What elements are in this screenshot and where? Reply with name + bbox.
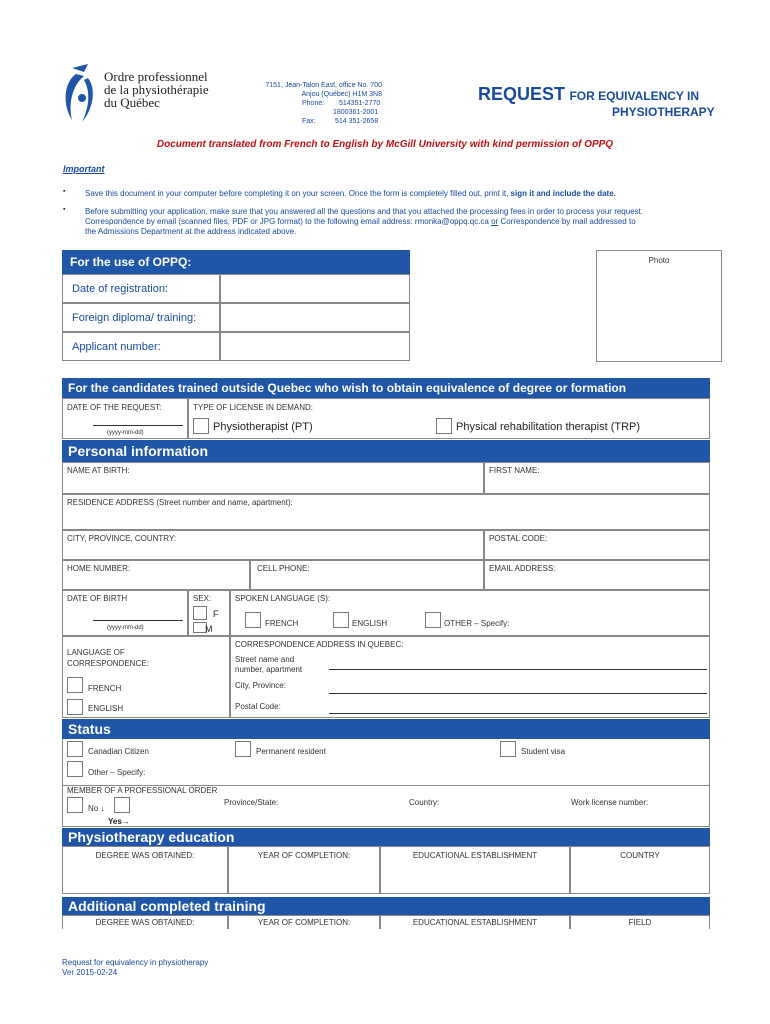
photo-box[interactable] — [596, 250, 722, 362]
physio-col-degree[interactable] — [62, 846, 228, 894]
foreign-diploma-field[interactable] — [220, 303, 410, 332]
spoken-french-label: FRENCH — [265, 619, 299, 628]
dob-format: (yyyy-mm-dd) — [107, 625, 144, 631]
correspondence-language-label — [67, 647, 149, 669]
phone-number-1: 514351-2770 — [339, 100, 381, 107]
oppq-header: For the use of OPPQ: — [62, 250, 410, 274]
order-yes-checkbox[interactable] — [114, 797, 130, 813]
address-line2: Anjou (Québec) H1M 3N8 — [301, 91, 382, 98]
pt-checkbox[interactable] — [193, 418, 209, 434]
dob-label: DATE OF BIRTH — [67, 594, 128, 603]
street-field[interactable] — [329, 669, 707, 670]
spoken-french-checkbox[interactable] — [245, 612, 261, 628]
email-label: EMAIL ADDRESS: — [489, 564, 556, 573]
pt-label: Physiotherapist (PT) — [213, 421, 313, 433]
corr-english-checkbox[interactable] — [67, 699, 83, 715]
bullet-2-line3: the Admissions Department at the address indicated above. — [85, 227, 297, 236]
other-status-label: Other – Specify: — [88, 768, 146, 777]
corr-postal-label: Postal Code: — [235, 702, 281, 711]
date-registration-label-cell — [62, 274, 220, 303]
photo-label: Photo — [648, 256, 670, 265]
trp-checkbox[interactable] — [436, 418, 452, 434]
spoken-english-label: ENGLISH — [352, 619, 388, 628]
residence-address-field[interactable] — [62, 494, 710, 530]
date-request-cell[interactable] — [62, 398, 188, 439]
street-label-2: number, apartment — [235, 665, 303, 674]
applicant-number-label: Applicant number: — [72, 341, 161, 353]
physio-col-establishment[interactable] — [380, 846, 570, 894]
spoken-english-checkbox[interactable] — [333, 612, 349, 628]
corr-french-checkbox[interactable] — [67, 677, 83, 693]
title-rest-2: PHYSIOTHERAPY — [612, 105, 715, 119]
spoken-language-label: SPOKEN LANGUAGE (S): — [235, 594, 331, 603]
correspondence-language-label-2: CORRESPONDENCE: — [67, 659, 149, 668]
date-registration-label: Date of registration: — [72, 283, 168, 295]
foreign-diploma-label-cell — [62, 303, 220, 332]
name-at-birth-field[interactable] — [62, 462, 484, 494]
additional-training-header: Additional completed training — [62, 897, 710, 915]
phone-number-2: 1800361-2001 — [333, 109, 379, 116]
province-state-label[interactable]: Province/State: — [224, 798, 279, 807]
footer — [62, 958, 208, 978]
applicant-number-field[interactable] — [220, 332, 410, 361]
name-at-birth-label: NAME AT BIRTH: — [67, 466, 130, 475]
dob-underline — [93, 620, 183, 621]
residence-address-label: RESIDENCE ADDRESS (Street number and name, apartment): — [67, 498, 293, 507]
correspondence-language-label-1: LANGUAGE OF — [67, 648, 125, 657]
physio-col-year-label: YEAR OF COMPLETION: — [257, 851, 351, 860]
training-col-year[interactable] — [228, 915, 380, 929]
foreign-diploma-label: Foreign diploma/ training: — [72, 312, 197, 324]
home-number-label: HOME NUMBER: — [67, 564, 131, 573]
corr-postal-field[interactable] — [329, 713, 707, 714]
fax-label: Fax: — [302, 118, 316, 125]
address-line1: 7151, Jean-Talon East, office No. 700 — [265, 82, 382, 89]
spoken-other-checkbox[interactable] — [425, 612, 441, 628]
applicant-number-label-cell — [62, 332, 220, 361]
permanent-label: Permanent resident — [256, 747, 326, 756]
canadian-checkbox[interactable] — [67, 741, 83, 757]
title-request: REQUEST — [478, 84, 566, 104]
candidates-header: For the candidates trained outside Quebec who wish to obtain equivalence of degree or formation — [62, 378, 710, 398]
student-checkbox[interactable] — [500, 741, 516, 757]
dob-field[interactable] — [62, 590, 188, 636]
training-col-field[interactable] — [570, 915, 710, 929]
postal-code-field[interactable] — [484, 530, 710, 560]
city-field[interactable] — [62, 530, 484, 560]
street-label-1: Street name and — [235, 655, 295, 664]
first-name-field[interactable] — [484, 462, 710, 494]
physio-col-country-label: COUNTRY — [620, 851, 660, 860]
training-col-degree-label: DEGREE WAS OBTAINED: — [95, 918, 195, 927]
fax-number: 514 351-2658 — [335, 118, 379, 125]
bullet-1-text: Save this document in your computer before completing it on your screen. Once the form is completely filled out, print it, — [85, 189, 509, 198]
trp-label: Physical rehabilitation therapist (TRP) — [456, 421, 641, 433]
bullet-2-line2 — [85, 217, 725, 227]
city-label: CITY, PROVINCE, COUNTRY: — [67, 534, 177, 543]
correspondence-address-cell — [230, 636, 710, 718]
student-label: Student visa — [521, 747, 566, 756]
order-no-checkbox[interactable] — [67, 797, 83, 813]
oppq-logo-icon — [62, 64, 104, 126]
email-field[interactable] — [484, 560, 710, 590]
training-col-year-label: YEAR OF COMPLETION: — [257, 918, 351, 927]
bullet-2 — [85, 207, 725, 237]
cell-phone-field[interactable] — [250, 560, 484, 590]
city-province-label: City, Province: — [235, 681, 286, 690]
bullet-mark-1: ▪ — [63, 188, 66, 195]
status-header: Status — [62, 719, 710, 739]
spoken-other-label: OTHER – Specify: — [444, 619, 510, 628]
date-registration-field[interactable] — [220, 274, 410, 303]
home-number-field[interactable] — [62, 560, 250, 590]
bullet-2-mail-text: Correspondence by mail addressed to — [500, 217, 636, 226]
bullet-1-bold: sign it and include the date. — [510, 189, 616, 198]
street-label — [235, 655, 302, 675]
sex-f-checkbox[interactable] — [193, 606, 207, 620]
professional-order-label: MEMBER OF A PROFESSIONAL ORDER — [67, 786, 218, 795]
physio-education-header: Physiotherapy education — [62, 828, 710, 846]
bullet-2-line1: Before submitting your application, make sure that you answered all the questions and that you attached the processing fees in order to process your request. — [85, 207, 644, 216]
bullet-1 — [85, 189, 616, 199]
training-col-degree[interactable] — [62, 915, 228, 929]
date-request-label: DATE OF THE REQUEST: — [67, 403, 162, 412]
org-name-line2: de la physiothérapie — [104, 82, 209, 97]
training-col-establishment[interactable] — [380, 915, 570, 929]
footer-line2: Ver 2015-02-24 — [62, 968, 118, 977]
first-name-label: FIRST NAME: — [489, 466, 540, 475]
license-type-label: TYPE OF LICENSE IN DEMAND: — [193, 403, 314, 412]
form-title — [478, 84, 699, 105]
title-rest-1: FOR EQUIVALENCY IN — [569, 89, 700, 103]
order-no-label: No ↓ — [88, 804, 105, 813]
training-col-establishment-label: EDUCATIONAL ESTABLISHMENT — [412, 918, 538, 927]
personal-header: Personal information — [62, 440, 710, 462]
order-country-label[interactable]: Country: — [409, 798, 440, 807]
sex-f-label: F — [213, 609, 219, 619]
org-name — [104, 70, 209, 109]
corr-french-label: FRENCH — [88, 684, 122, 693]
date-request-underline — [93, 425, 183, 426]
sex-m-label: M — [205, 624, 213, 634]
bullet-2-or: or — [491, 217, 499, 226]
footer-line1: Request for equivalency in physiotherapy — [62, 958, 209, 967]
physio-col-establishment-label: EDUCATIONAL ESTABLISHMENT — [412, 851, 538, 860]
bullet-mark-2: ▪ — [63, 206, 66, 213]
canadian-label: Canadian Citizen — [88, 747, 149, 756]
physio-col-country[interactable] — [570, 846, 710, 894]
spoken-language-cell — [230, 590, 710, 636]
city-province-field[interactable] — [329, 693, 707, 694]
other-status-checkbox[interactable] — [67, 761, 83, 777]
postal-code-label: POSTAL CODE: — [489, 534, 548, 543]
corr-english-label: ENGLISH — [88, 704, 124, 713]
phone-label: Phone: — [302, 100, 325, 107]
translation-note: Document translated from French to English by McGill University with kind permission of OPPQ — [156, 139, 614, 150]
physio-col-year[interactable] — [228, 846, 380, 894]
org-name-line3: du Québec — [104, 95, 160, 110]
bullet-2-email-text: Correspondence by email (scanned files, PDF or JPG format) to the following email address: rmonka@oppq.qc.ca — [85, 217, 489, 226]
permanent-checkbox[interactable] — [235, 741, 251, 757]
address-block — [244, 81, 382, 99]
org-name-line1: Ordre professionnel — [104, 69, 208, 84]
work-license-label[interactable]: Work license number: — [571, 798, 649, 807]
date-request-format: (yyyy-mm-dd) — [107, 430, 144, 436]
physio-col-degree-label: DEGREE WAS OBTAINED: — [95, 851, 195, 860]
sex-label: SEX: — [193, 594, 212, 603]
correspondence-address-label: CORRESPONDENCE ADDRESS IN QUEBEC: — [235, 640, 404, 649]
order-yes-label: Yes→ — [108, 817, 130, 826]
status-body — [62, 739, 710, 785]
important-heading: Important — [63, 164, 105, 174]
training-col-field-label: FIELD — [628, 918, 652, 927]
cell-phone-label: CELL PHONE: — [257, 564, 310, 573]
